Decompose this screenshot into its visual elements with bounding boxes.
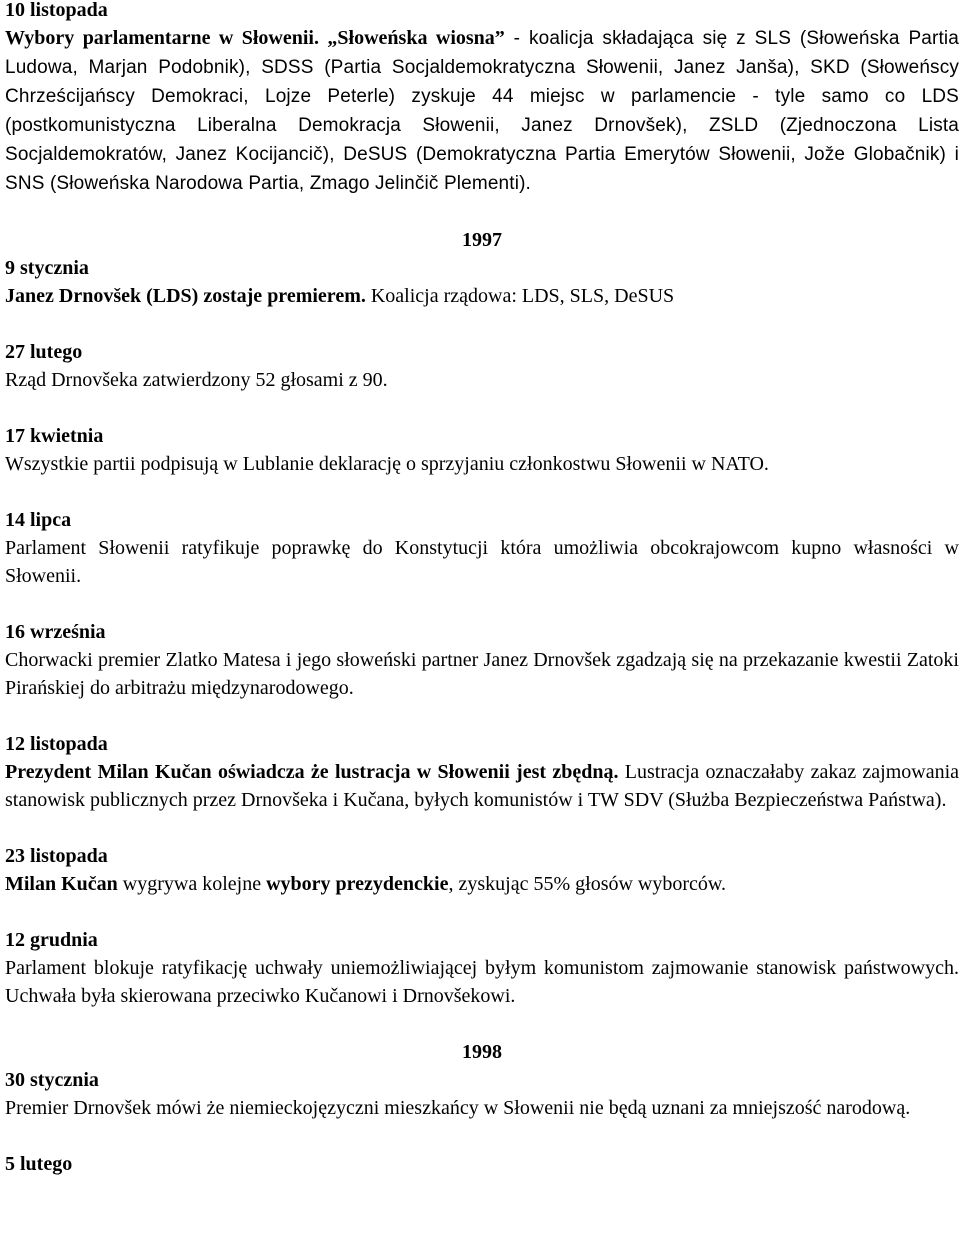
entry-bold-lead: Wybory parlamentarne w Słowenii. xyxy=(5,27,319,49)
entry-text: Parlament Słowenii ratyfikuje poprawkę do Konstytucji która umożliwia obcokrajowcom kupno własności w Słowenii. xyxy=(5,537,959,587)
year-heading: 1997 xyxy=(462,229,502,251)
entry-bold: wybory prezydenckie xyxy=(266,873,449,895)
entry-body: wygrywa kolejne xyxy=(117,873,267,895)
entry-text: Parlament blokuje ratyfikację uchwały uniemożliwiającej byłym komunistom zajmowanie stanowisk państwowych. Uchwała była skierowana przeciwko Kučanowi i Drnovšekowi. xyxy=(5,957,959,1007)
entry-text: Wszystkie partii podpisują w Lublanie deklarację o sprzyjaniu członkostwu Słowenii w NATO. xyxy=(5,453,769,475)
entry-date: 30 stycznia xyxy=(5,1069,99,1091)
entry-text: Premier Drnovšek mówi że niemieckojęzyczni mieszkańcy w Słowenii nie będą uznani za mniejszość narodową. xyxy=(5,1097,911,1119)
entry-body: - koalicja składająca się z SLS (Słoweńska Partia Ludowa, Marjan Podobnik), SDSS (Partia Socjaldemokratyczna Słowenii, Janez Janša), SKD (Słoweńscy Chrześcijańscy Demokraci, Lojze Peterle) zyskuje 44 miejsc w parlamencie - tyle samo co LDS (postkomunistyczna Liberalna Demokracja Słowenii, Janez Drnovšek), ZSLD (Zjednoczona Lista Socjaldemokratów, Janez Kocijancič), DeSUS (Demokratyczna Partia Emerytów Słowenii, Jože Globačnik) i SNS (Słoweńska Narodowa Partia, Zmago Jelinčič Plementi). xyxy=(5,28,960,194)
year-heading: 1998 xyxy=(462,1041,502,1063)
entry-date: 5 lutego xyxy=(5,1153,73,1175)
entry-date: 23 listopada xyxy=(5,845,108,867)
entry-date: 17 kwietnia xyxy=(5,425,104,447)
entry-date: 12 grudnia xyxy=(5,929,98,951)
entry-date: 10 listopada xyxy=(5,0,108,21)
entry-bold-quote: „Słoweńska wiosna” xyxy=(319,27,505,49)
entry-text xyxy=(5,870,959,898)
entry-date: 12 listopada xyxy=(5,733,108,755)
entry-body: , zyskując 55% głosów wyborców. xyxy=(448,873,727,895)
entry-bold: Prezydent Milan Kučan oświadcza że lustracja w Słowenii jest zbędną. xyxy=(5,761,619,783)
entry-body: Lustracja oznaczałaby zakaz zajmowania stanowisk publicznych przez Drnovšeka i Kučana, byłych komunistów i TW SDV (Służba Bezpieczeństwa Państwa). xyxy=(5,761,960,811)
entry-text xyxy=(5,282,959,310)
entry-date: 16 września xyxy=(5,621,106,643)
entry-text xyxy=(5,24,959,198)
entry-text: Rząd Drnovšeka zatwierdzony 52 głosami z 90. xyxy=(5,369,388,391)
entry-text: Chorwacki premier Zlatko Matesa i jego słoweński partner Janez Drnovšek zgadzają się na przekazanie kwestii Zatoki Pirańskiej do arbitrażu międzynarodowego. xyxy=(5,649,959,699)
entry-bold: Janez Drnovšek (LDS) zostaje premierem. xyxy=(5,285,366,307)
entry-date: 27 lutego xyxy=(5,341,83,363)
entry-date: 9 stycznia xyxy=(5,257,89,279)
entry-body: Koalicja rządowa: LDS, SLS, DeSUS xyxy=(365,285,675,307)
entry-bold: Milan Kučan xyxy=(5,873,118,895)
entry-date: 14 lipca xyxy=(5,509,72,531)
entry-text xyxy=(5,758,959,814)
document-page xyxy=(5,0,959,1178)
